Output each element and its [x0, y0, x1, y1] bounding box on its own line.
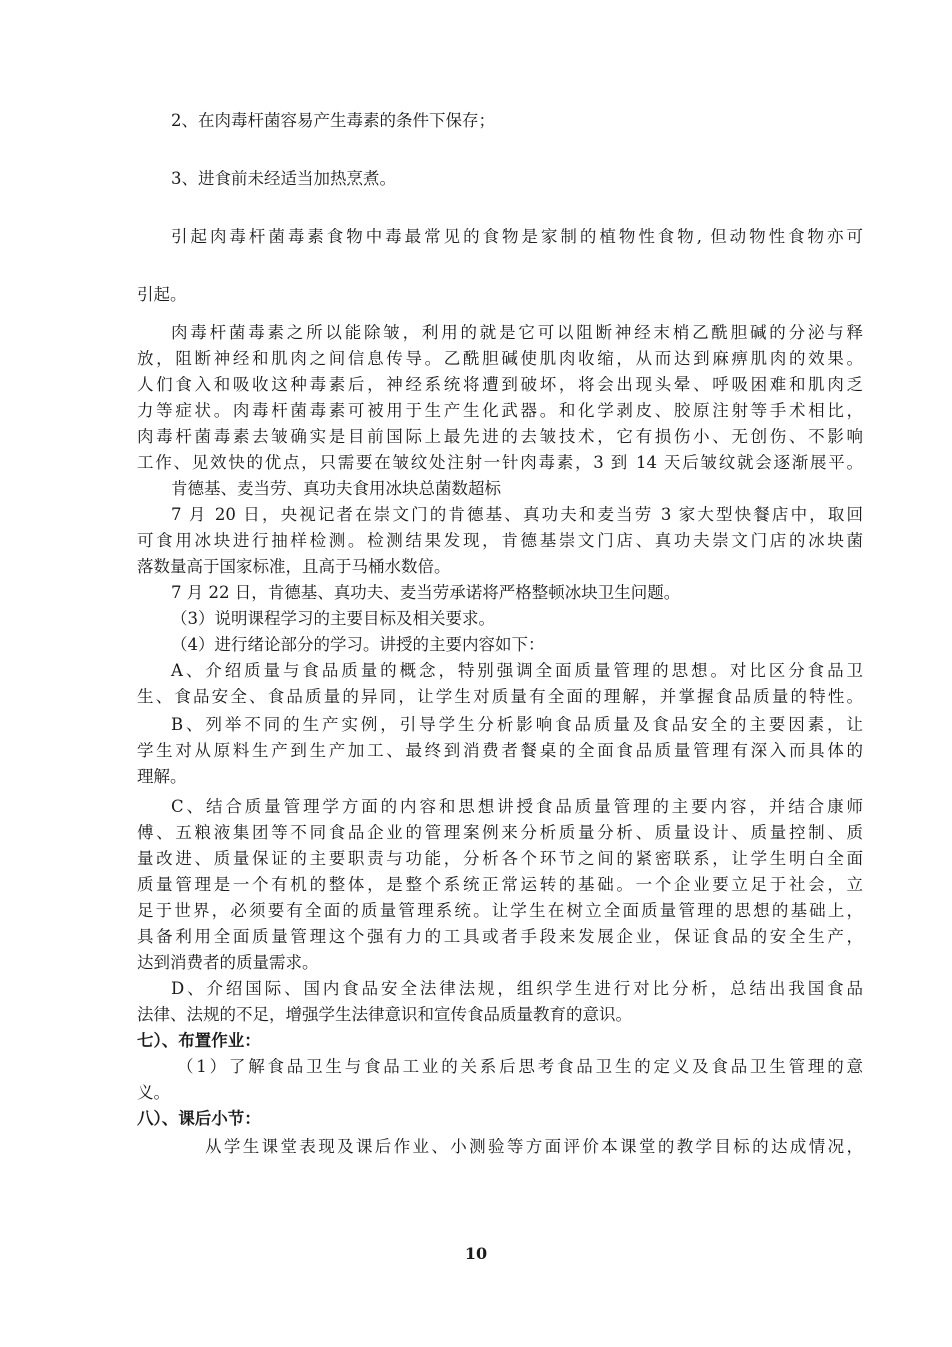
text-line: 7 月 22 日，肯德基、真功夫、麦当劳承诺将严格整顿冰块卫生问题。	[171, 583, 681, 602]
text-line: （4）进行绪论部分的学习。讲授的主要内容如下：	[171, 635, 545, 654]
section-heading: 八）、课后小节：	[137, 1109, 261, 1128]
text-line: 达到消费者的质量需求。	[137, 953, 319, 972]
text-line: 足于世界，必须要有全面的质量管理系统。让学生在树立全面质量管理的思想的基础上，	[137, 901, 863, 920]
text-line: D、介绍国际、国内食品安全法律法规，组织学生进行对比分析，总结出我国食品	[171, 979, 863, 998]
text-line: 3、进食前未经适当加热烹煮。	[171, 169, 396, 188]
text-line: 力等症状。肉毒杆菌毒素可被用于生产生化武器。和化学剥皮、胶原注射等手术相比，	[137, 401, 863, 420]
text-line: 理解。	[137, 767, 187, 786]
section-heading: 七）、布置作业：	[137, 1031, 261, 1050]
text-line: 人们食入和吸收这种毒素后，神经系统将遭到破坏，将会出现头晕、呼吸困难和肌肉乏	[137, 375, 863, 394]
text-line: B、列举不同的生产实例，引导学生分析影响食品质量及食品安全的主要因素，让	[171, 715, 863, 734]
text-line: 具备利用全面质量管理这个强有力的工具或者手段来发展企业，保证食品的安全生产，	[137, 927, 863, 946]
text-line: 引起。	[137, 285, 187, 304]
text-line: （1）了解食品卫生与食品工业的关系后思考食品卫生的定义及食品卫生管理的意	[177, 1057, 863, 1076]
text-line: 学生对从原料生产到生产加工、最终到消费者餐桌的全面食品质量管理有深入而具体的	[137, 741, 863, 760]
text-line: 义。	[137, 1083, 170, 1102]
text-line: 肉毒杆菌毒素去皱确实是目前国际上最先进的去皱技术，它有损伤小、无创伤、不影响	[137, 427, 863, 446]
text-line: A、介绍质量与食品质量的概念，特别强调全面质量管理的思想。对比区分食品卫	[171, 661, 863, 680]
text-line: 肯德基、麦当劳、真功夫食用冰块总菌数超标	[171, 479, 501, 498]
text-line: （3）说明课程学习的主要目标及相关要求。	[171, 609, 495, 628]
text-line: 肉毒杆菌毒素之所以能除皱，利用的就是它可以阻断神经末梢乙酰胆碱的分泌与释	[171, 323, 863, 342]
text-line: 傅、五粮液集团等不同食品企业的管理案例来分析质量分析、质量设计、质量控制、质	[137, 823, 863, 842]
text-line: 2、在肉毒杆菌容易产生毒素的条件下保存；	[171, 111, 495, 130]
text-line: 放，阻断神经和肌肉之间信息传导。乙酰胆碱使肌肉收缩，从而达到麻痹肌肉的效果。	[137, 349, 863, 368]
text-line: 7 月 20 日，央视记者在崇文门的肯德基、真功夫和麦当劳 3 家大型快餐店中，取回	[171, 505, 863, 524]
text-line: 可食用冰块进行抽样检测。检测结果发现，肯德基崇文门店、真功夫崇文门店的冰块菌	[137, 531, 863, 550]
text-line: 量改进、质量保证的主要职责与功能，分析各个环节之间的紧密联系，让学生明白全面	[137, 849, 863, 868]
text-line: 生、食品安全、食品质量的异同，让学生对质量有全面的理解，并掌握食品质量的特性。	[137, 687, 863, 706]
text-line: 法律、法规的不足，增强学生法律意识和宣传食品质量教育的意识。	[137, 1005, 632, 1024]
page-number: 10	[464, 1244, 488, 1263]
text-line: 工作、见效快的优点，只需要在皱纹处注射一针肉毒素，3 到 14 天后皱纹就会逐渐展平。	[137, 453, 863, 472]
text-line: C、结合质量管理学方面的内容和思想讲授食品质量管理的主要内容，并结合康师	[171, 797, 863, 816]
text-line: 从学生课堂表现及课后作业、小测验等方面评价本课堂的教学目标的达成情况，	[205, 1137, 863, 1156]
text-line: 落数量高于国家标准，且高于马桶水数倍。	[137, 557, 451, 576]
text-line: 质量管理是一个有机的整体，是整个系统正常运转的基础。一个企业要立足于社会，立	[137, 875, 863, 894]
text-line: 引起肉毒杆菌毒素食物中毒最常见的食物是家制的植物性食物, 但动物性食物亦可	[171, 227, 863, 246]
